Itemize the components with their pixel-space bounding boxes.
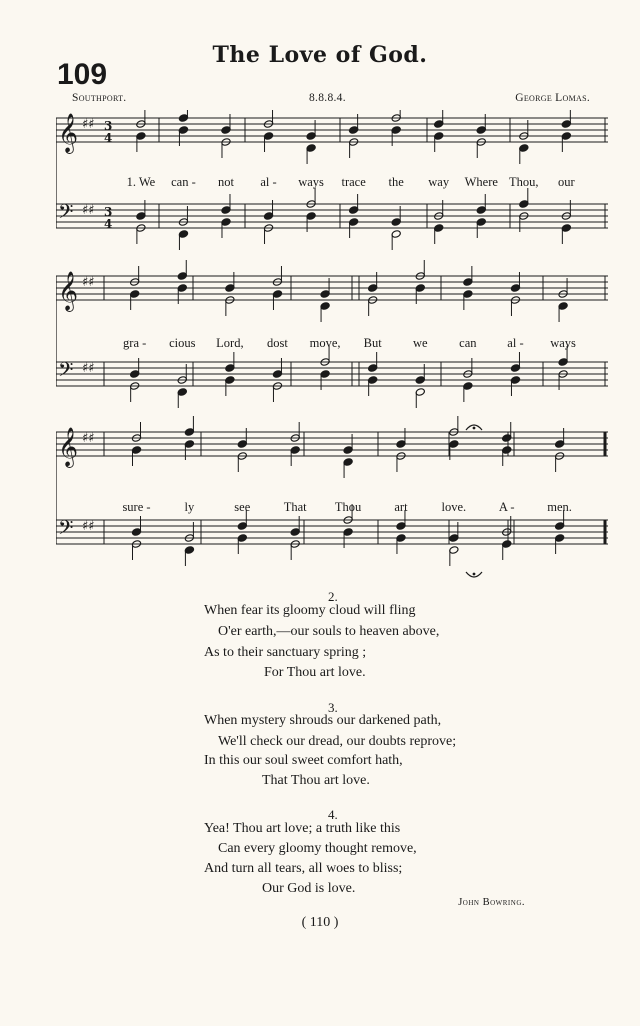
bass-clef-icon: 𝄢	[58, 200, 74, 228]
lyric-syllable: dost	[267, 336, 288, 350]
lyric-syllable: ly	[184, 500, 195, 514]
bass-clef-icon: 𝄢	[58, 516, 74, 544]
meter: 8.8.8.4.	[309, 92, 346, 104]
lyric-syllable: gra -	[123, 336, 147, 350]
lyric-syllable: way	[428, 175, 450, 189]
lyric-syllable: al -	[260, 175, 277, 189]
bass-clef-icon: 𝄢	[58, 358, 74, 386]
hymn-title: The Love of God.	[212, 42, 428, 68]
lyric-syllable: ways	[298, 175, 324, 189]
verse-line: In this our soul sweet comfort hath,	[204, 753, 403, 768]
verse-line: Our God is love.	[262, 881, 356, 896]
lyric-syllable: our	[558, 175, 575, 189]
lyric-syllable: sure -	[122, 500, 151, 514]
lyric-syllable: men.	[547, 500, 572, 514]
tune-name: Southport.	[72, 92, 127, 104]
lyric-syllable: we	[412, 336, 428, 350]
lyric-syllable: Lord,	[216, 336, 244, 350]
verse-line: O'er earth,—our souls to heaven above,	[218, 624, 440, 639]
hymn-number: 109	[57, 58, 108, 91]
lyric-syllable: Where	[464, 175, 498, 189]
time-signature: 4	[104, 131, 113, 145]
page-number: ( 110 )	[301, 915, 339, 930]
lyric-syllable: can	[459, 336, 477, 350]
verse-line: When mystery shrouds our darkened path,	[204, 713, 442, 728]
lyric-syllable: move,	[309, 336, 341, 350]
lyric-syllable: see	[234, 500, 251, 514]
lyric-syllable: love.	[441, 500, 467, 514]
time-signature: 3	[104, 205, 113, 219]
verse-number: 4.	[328, 807, 338, 822]
verse-line: When fear its gloomy cloud will fling	[204, 603, 416, 618]
key-signature-icon: ♯♯	[82, 519, 95, 534]
author-name: John Bowring.	[458, 897, 525, 908]
music-notation	[56, 110, 608, 592]
verse-number: 2.	[328, 589, 338, 604]
fermata-dot	[473, 427, 476, 430]
lyric-syllable: art	[394, 500, 408, 514]
lyric-syllable: al -	[507, 336, 524, 350]
key-signature-icon: ♯♯	[82, 275, 95, 290]
key-signature-icon: ♯♯	[82, 203, 95, 218]
verse-line: For Thou art love.	[264, 665, 366, 680]
lyric-syllable: not	[217, 175, 234, 189]
lyric-syllable: That	[283, 500, 307, 514]
treble-clef-icon: 𝄞	[58, 113, 79, 153]
music-score	[56, 110, 608, 592]
verse-line: That Thou art love.	[262, 773, 370, 788]
lyric-syllable: cious	[169, 336, 196, 350]
lyric-syllable: the	[388, 175, 404, 189]
lyric-syllable: Thou	[334, 500, 362, 514]
verse-line: And turn all tears, all woes to bliss;	[204, 861, 403, 876]
lyric-syllable: trace	[341, 175, 366, 189]
verse-line: As to their sanctuary spring ;	[204, 645, 367, 660]
key-signature-icon: ♯♯	[82, 431, 95, 446]
lyric-syllable: can -	[171, 175, 196, 189]
treble-clef-icon: 𝄞	[58, 427, 79, 467]
time-signature: 3	[104, 119, 113, 133]
verse-line: We'll check our dread, our doubts reprove;	[218, 734, 457, 749]
treble-clef-icon: 𝄞	[58, 271, 79, 311]
composer-name: George Lomas.	[515, 92, 590, 104]
verse-line: Can every gloomy thought remove,	[218, 841, 417, 856]
time-signature: 4	[104, 217, 113, 231]
fermata-dot	[473, 573, 476, 576]
lyric-syllable: 1. We	[126, 175, 156, 189]
verse-line: Yea! Thou art love; a truth like this	[204, 821, 401, 836]
key-signature-icon: ♯♯	[82, 117, 95, 132]
lyric-syllable: A -	[498, 500, 515, 514]
verse-number: 3.	[328, 700, 338, 715]
key-signature-icon: ♯♯	[82, 361, 95, 376]
lyric-syllable: ways	[550, 336, 576, 350]
lyric-syllable: But	[363, 336, 382, 350]
lyric-syllable: Thou,	[509, 175, 539, 189]
